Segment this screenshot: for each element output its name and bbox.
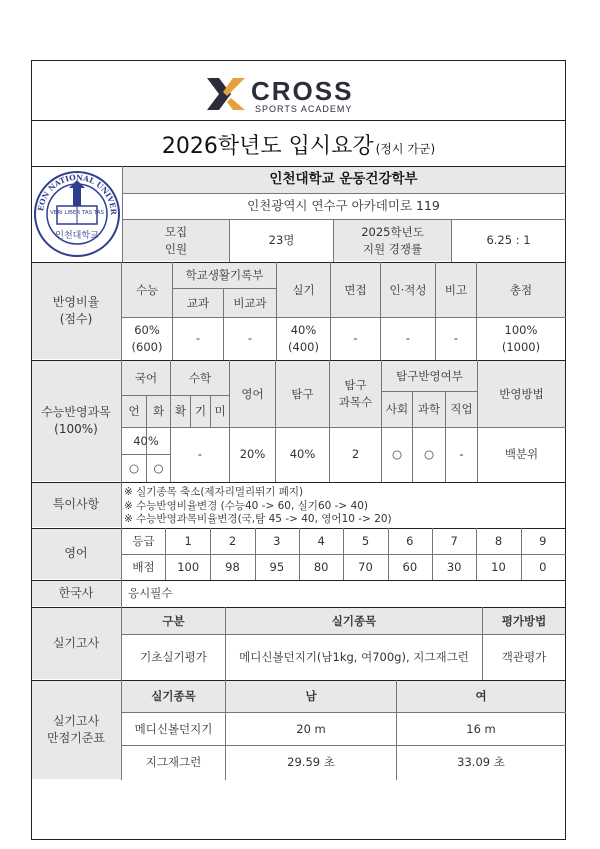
col-record: 학교생활기록부 <box>185 267 264 282</box>
sub-hwa: 화 <box>152 404 165 419</box>
sub-science: 과학 <box>417 402 441 417</box>
english-grade-cell: 5 <box>361 534 370 549</box>
grade-label: 등급 <box>132 534 155 549</box>
english-score-cell: 30 <box>446 559 462 574</box>
col-practical: 실기 <box>292 282 315 297</box>
score-label: 배점 <box>132 559 155 574</box>
v-category: 기초실기평가 <box>140 649 207 664</box>
v-etc: - <box>453 331 459 346</box>
v-job: - <box>459 447 464 462</box>
v-hwa: ○ <box>153 460 164 475</box>
sub-hwak: 확 <box>174 404 187 419</box>
english-score-cell: 70 <box>358 559 373 574</box>
divider <box>121 482 122 528</box>
h-inquiry: 탐구 <box>291 386 314 401</box>
divider <box>31 120 566 121</box>
rate-label: 2025학년도 지원 경쟁률 <box>361 224 424 256</box>
english-grade-cell: 8 <box>494 534 503 549</box>
col-suneung: 수능 <box>135 282 159 297</box>
sub-eon: 언 <box>128 404 140 419</box>
history-label: 한국사 <box>58 585 94 600</box>
sub-social: 사회 <box>385 402 409 417</box>
page-title <box>32 124 565 164</box>
sub-mi: 미 <box>214 404 226 419</box>
col-subject: 교과 <box>186 295 210 310</box>
v-inquiry: 40% <box>289 447 316 462</box>
perfect-label: 실기고사 만점기준표 <box>47 713 105 745</box>
english-grade-cell: 9 <box>539 534 547 549</box>
v-character: - <box>405 331 411 346</box>
english-grade-cell: 3 <box>273 534 281 549</box>
practical-label: 실기고사 <box>52 635 100 650</box>
sub-job: 직업 <box>450 402 473 417</box>
perfect-male: 29.59 초 <box>287 755 335 770</box>
english-score-cell: 0 <box>539 559 547 574</box>
h-math: 수학 <box>188 370 212 385</box>
perfect-event: 지그재그런 <box>145 755 202 770</box>
h-inquiry-count: 탐구 과목수 <box>338 378 373 409</box>
h-eval-method: 평가방법 <box>501 613 547 628</box>
v-suneung: 60% (600) <box>131 322 163 354</box>
english-grade-cell: 4 <box>317 534 325 549</box>
v-total: 100% (1000) <box>501 322 541 354</box>
col-character: 인·적성 <box>389 282 427 297</box>
col-etc: 비고 <box>444 282 468 297</box>
v-eon: ○ <box>128 460 140 475</box>
perfect-female: 16 m <box>466 721 496 736</box>
col-interview: 면접 <box>344 282 367 297</box>
recruit-label: 모집 인원 <box>164 224 188 256</box>
recruit-value: 23명 <box>268 233 295 248</box>
h-events: 실기종목 <box>331 613 377 628</box>
title-main: 2026학년도 입시요강 <box>161 133 374 159</box>
v-math: - <box>197 447 203 462</box>
v-english: 20% <box>239 447 266 462</box>
v-events: 메디신볼던지기(남1kg, 여700g), 지그재그런 <box>239 649 469 664</box>
divider <box>121 580 122 607</box>
v-nonsubject: - <box>247 331 253 346</box>
english-score-cell: 98 <box>225 559 240 574</box>
seal-book-text: VERI LIBER TAS TAS <box>49 210 105 216</box>
h-korean: 국어 <box>134 370 158 385</box>
english-score-cell: 95 <box>269 559 285 574</box>
perfect-female: 33.09 초 <box>457 755 505 770</box>
rate-value: 6.25 : 1 <box>486 233 531 248</box>
perfect-male: 20 m <box>296 721 326 736</box>
col-total: 총점 <box>509 282 533 297</box>
h-english: 영어 <box>241 386 264 401</box>
university-name: 인천대학교 운동건강학부 <box>269 171 418 188</box>
perfect-event: 메디신볼던지기 <box>134 721 213 736</box>
ratio-label: 반영비율 (점수) <box>52 294 100 326</box>
special-notes: ※ 실기종목 축소(제자리멀리뛰기 폐지) ※ 수능반영비율변경 (수능40 -> 60, 실기60 -> 40) ※ 수능반영과목비율변경(국,탐 45 -> 40, 영어10 -> 20) <box>124 486 392 526</box>
v-korean: 40% <box>133 433 159 448</box>
h-female: 여 <box>475 689 487 704</box>
english-grade-cell: 1 <box>184 534 192 549</box>
english-score-cell: 80 <box>313 559 329 574</box>
seal-ring-text: EON NATIONAL UNIVER <box>36 172 119 216</box>
v-subject: - <box>195 331 201 346</box>
v-practical: 40% (400) <box>288 322 319 354</box>
sub-gi: 기 <box>194 404 207 419</box>
special-label: 특이사항 <box>52 497 100 512</box>
h-male: 남 <box>305 689 317 704</box>
v-interview: - <box>353 331 358 346</box>
english-grade-cell: 2 <box>228 534 237 549</box>
v-eval-method: 객관평가 <box>501 649 547 664</box>
suneung-label: 수능반영과목 (100%) <box>41 404 111 436</box>
v-social: ○ <box>391 447 403 462</box>
v-count: 2 <box>351 447 360 462</box>
brand-sub-text: SPORTS ACADEMY <box>255 104 353 114</box>
university-seal-icon <box>33 168 121 260</box>
v-science: ○ <box>423 447 435 462</box>
cross-logo <box>205 74 395 116</box>
english-grade-cell: 7 <box>450 534 458 549</box>
h-perfect-event: 실기종목 <box>151 689 196 704</box>
h-inquiry-reflect: 탐구반영여부 <box>396 368 463 383</box>
english-score-cell: 60 <box>402 559 418 574</box>
x-logo-icon <box>207 78 245 110</box>
english-grade-cell: 6 <box>406 534 414 549</box>
brand-cross-text: CROSS <box>251 76 354 106</box>
col-nonsubject: 비교과 <box>233 295 267 310</box>
english-score-cell: 100 <box>177 559 200 574</box>
english-label: 영어 <box>64 546 88 561</box>
university-address: 인천광역시 연수구 아카데미로 119 <box>247 198 440 214</box>
english-score-cell: 10 <box>491 559 506 574</box>
v-method: 백분위 <box>504 447 539 462</box>
h-method: 반영방법 <box>499 386 544 401</box>
seal-inner-text: 인천대학교 <box>55 231 99 241</box>
h-category: 구분 <box>162 613 185 628</box>
history-value: 응시필수 <box>128 586 173 601</box>
title-sub: (정시 가군) <box>375 141 436 156</box>
